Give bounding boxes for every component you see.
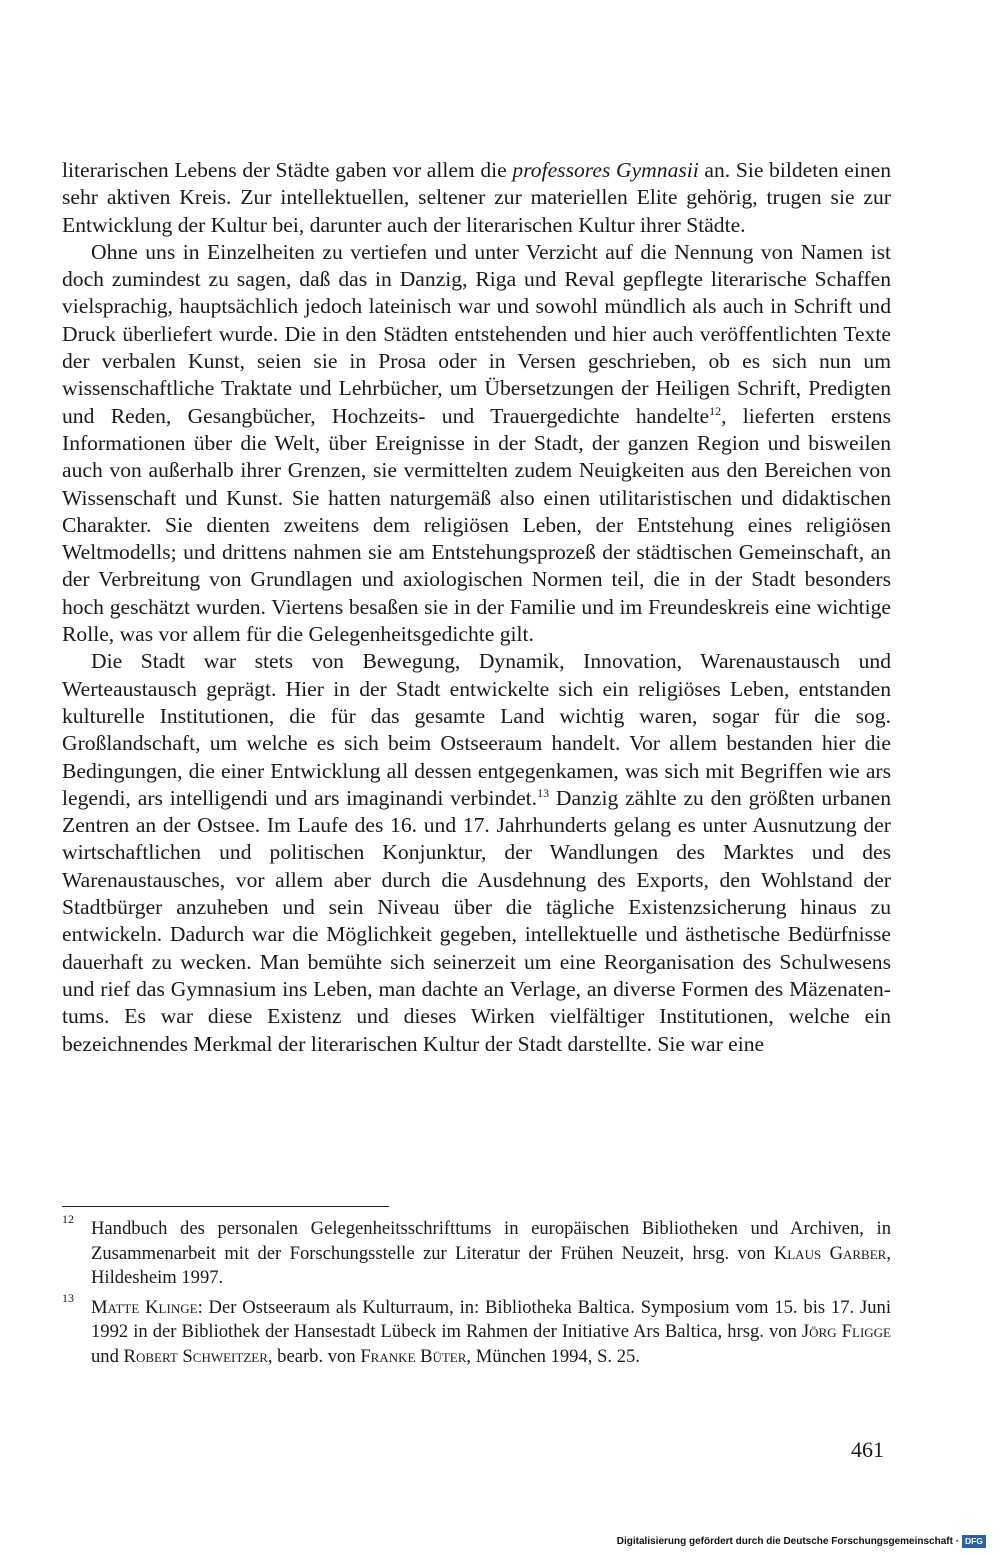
author-name: Klaus Garber [773, 1242, 887, 1264]
italic-term: professores Gymnasii [512, 158, 699, 182]
main-text [62, 157, 891, 1058]
paragraph-2: Ohne uns in Einzelheiten zu vertiefen und unter Verzicht auf die Nennung von Namen ist doch zumindest zu sagen, daß das in Danzig, Riga und Reval gepflegte literarische Schaffen vielsprachig, hauptsächlich jedoch lateinisch war und sowohl mündlich als auch in Schrift und Druck überliefert wurde. Die in den Städten entstehenden und hier auch veröffentlichten Texte der verbalen Kunst, seien sie in Prosa oder in Versen geschrieben, ob es sich nun um wissenschaftliche Traktate und Lehrbücher, um Übersetzungen der Heiligen Schrift, Predigten und Reden, Gesangbücher, Hochzeits- und Trauergedichte handelte$^{12}$, lieferten erstens Informationen über die Welt, über Ereignisse in der Stadt, der ganzen Region und bisweilen auch von außerhalb ihrer Grenzen, sie vermittelten zudem Neuigkeiten aus den Bereichen von Wissenschaft und Kunst. Sie hatten naturgemäß also einen utilitaristischen und didaktischen Charakter. Sie dienten zweitens dem religiösen Leben, der Entstehung eines religiösen Weltmodells; und drittens nahmen sie am Entstehungsprozeß der städtischen Gemeinschaft, an der Verbreitung von Grundlagen und axiologischen Normen teil, die in der Stadt besonders hoch geschätzt wurden. Viertens besaßen sie in der Familie und im Freundeskreis eine wichtige Rolle, was vor allem für die Gelegenheitsgedichte gilt. [62, 239, 891, 647]
digitization-credit [617, 1534, 986, 1548]
footnote-divider [62, 1206, 389, 1207]
footnote-ref-13[interactable]: 13 [537, 785, 550, 800]
dfg-logo-icon: DFG [962, 1535, 986, 1548]
editor-name: Jörg Fligge [801, 1321, 891, 1343]
paragraph-3: Die Stadt war stets von Bewegung, Dynamik, Innovation, Warenaustausch und Werteaustausch geprägt. Hier in der Stadt entwickelte sich ein religiöses Leben, entstanden kulturelle Institutionen, die für das gesamte Land wichtig waren, sogar für die sog. Großlandschaft, um welche es sich beim Ostseeraum handelt. Vor allem bestanden hier die Bedingungen, die einer Entwicklung all dessen entgegenkamen, was sich mit Begriffen wie ars legendi, ars intelligendi und ars imaginandi verbindet.$^{13}$ Danzig zählte zu den größten urbanen Zentren an der Ostsee. Im Laufe des 16. und 17. Jahrhunderts gelang es unter Ausnutzung der wirtschaftlichen und politischen Konjunktur, der Wandlungen des Marktes und des Warenaustausches, vor allem aber durch die Ausdehnung des Exports, den Wohlstand der Stadtbürger anzuheben und sein Niveau über die tägliche Existenzsicherung hinaus zu entwickeln. Dadurch war die Möglichkeit gegeben, intellektuelle und ästhetische Bedürfnisse dauerhaft zu wecken. Man bemühte sich seinerzeit um eine Reorganisation des Schulwesens und rief das Gymnasium ins Leben, man dachte an Verlage, an diverse Formen des Mäzenatentums. Es war diese Existenz und dieses Wirken vielfältiger Institutionen, welche ein bezeichnendes Merkmal der literarischen Kultur der Stadt darstellte. Sie war eine [62, 649, 891, 1056]
footnotes [62, 1212, 891, 1375]
footnote-12: 12 Handbuch des personalen Gelegenheitsschrifttums in europäischen Bibliotheken und Archiven, in Zusammenarbeit mit der Forschungsstelle zur Literatur der Frühen Neuzeit, hrsg. von Klaus Garber, Hildesheim 1997. [62, 1212, 891, 1289]
credit-text: Digitalisierung gefördert durch die Deutsche Forschungsgemeinschaft · [616, 1535, 960, 1547]
footnote-ref-12[interactable]: 12 [709, 403, 722, 418]
footnote-number: 12 [62, 1212, 74, 1226]
author-name: Matte Klinge [91, 1296, 198, 1318]
editor-name: Robert Schweitzer [123, 1345, 268, 1367]
page-number: 461 [851, 1437, 884, 1462]
editor-name: Franke Büter [360, 1345, 467, 1367]
paragraph-1: literarischen Lebens der Städte gaben vor allem die professores Gymnasii an. Sie bildeten einen sehr aktiven Kreis. Zur intellektuellen, seltener zur materiellen Elite gehörig, trugen sie zur Entwicklung der Kultur bei, darunter auch der literarischen Kultur ihrer Städte. [62, 158, 892, 237]
footnote-13: 13 Matte Klinge: Der Ostseeraum als Kulturraum, in: Bibliotheka Baltica. Symposium vom 15. bis 17. Juni 1992 in der Bibliothek der Hansestadt Lübeck im Rahmen der Initiative Ars Baltica, hrsg. von Jörg Fligge und Robert Schweitzer, bearb. von Franke Büter, München 1994, S. 25. [62, 1290, 891, 1367]
footnote-number: 13 [62, 1290, 74, 1305]
